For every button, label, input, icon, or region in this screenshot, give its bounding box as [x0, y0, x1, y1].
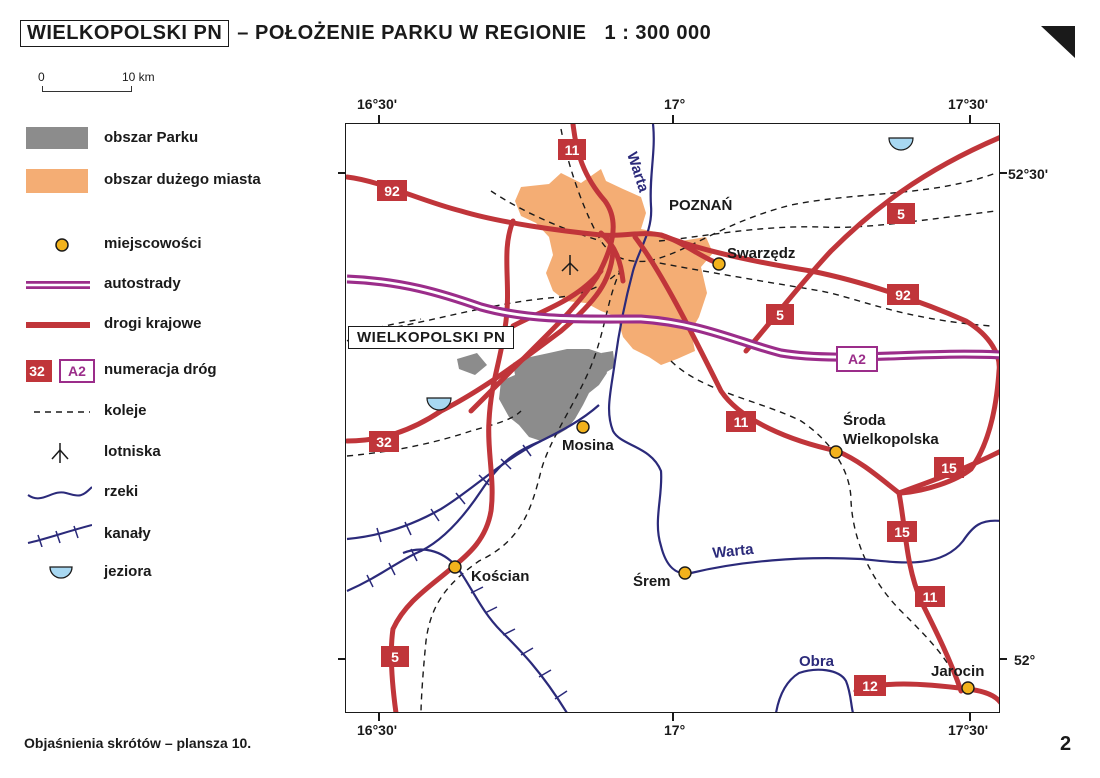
label-srem: Śrem — [633, 573, 671, 590]
label-sroda-1: Środa — [843, 412, 886, 429]
railway — [659, 211, 996, 241]
footer-note: Objaśnienia skrótów – plansza 10. — [24, 735, 252, 751]
railway-line-icon — [26, 398, 92, 424]
towns — [449, 258, 974, 694]
river-line-icon — [26, 479, 92, 505]
road-badge-32 — [369, 431, 399, 452]
legend-motorways: autostrady — [22, 269, 322, 299]
river-obra — [776, 670, 853, 713]
svg-text:15: 15 — [941, 460, 957, 476]
legend — [22, 0, 322, 600]
legend-airports: lotniska — [22, 437, 322, 467]
airport-icon — [26, 439, 92, 465]
road-badge-92-west — [377, 180, 407, 201]
map-canvas — [346, 124, 1000, 713]
road-badge-11-mid — [726, 411, 756, 432]
svg-text:A2: A2 — [848, 351, 866, 367]
label-swarzedz: Swarzędz — [727, 245, 796, 262]
svg-text:5: 5 — [897, 206, 905, 222]
coord-right-5230: 52°30' — [1008, 166, 1049, 182]
svg-text:5: 5 — [391, 649, 399, 665]
tick-right-2 — [1000, 658, 1007, 660]
title-subtitle: – POŁOŻENIE PARKU W REGIONIE — [237, 22, 587, 44]
legend-canals: kanały — [22, 519, 322, 549]
legend-park-area: obszar Parku — [22, 123, 322, 153]
coord-bottom-17: 17° — [664, 722, 686, 738]
park-label: WIELKOPOLSKI PN — [348, 326, 514, 349]
road-badge-12 — [854, 675, 886, 696]
road-badge-5-south — [381, 646, 409, 667]
corner-triangle-icon — [1041, 26, 1075, 58]
town-dot-swarzedz — [713, 258, 725, 270]
coord-top-1730: 17°30' — [948, 96, 989, 112]
tick-top-1 — [378, 115, 380, 123]
national-road-line-icon — [26, 311, 92, 337]
legend-railways: koleje — [22, 396, 322, 426]
park-area-part — [457, 353, 487, 375]
legend-badge-a2: A2 — [68, 363, 86, 379]
tick-top-2 — [672, 115, 674, 123]
legend-badge-32: 32 — [29, 363, 45, 379]
svg-text:11: 11 — [922, 589, 938, 605]
park-area-swatch-icon — [26, 125, 92, 151]
legend-national-roads: drogi krajowe — [22, 309, 322, 339]
tick-bottom-2 — [672, 713, 674, 721]
motorway-line-icon — [26, 271, 92, 297]
title-scale: 1 : 300 000 — [604, 22, 712, 44]
road-badge-11-north — [558, 139, 586, 160]
road-badge-5-mid — [766, 304, 794, 325]
coord-top-1630: 16°30' — [357, 96, 398, 112]
label-poznan: POZNAŃ — [669, 197, 733, 214]
svg-text:11: 11 — [733, 414, 749, 430]
svg-text:5: 5 — [776, 307, 784, 323]
road-badge-a2 — [837, 347, 877, 371]
map-frame — [345, 123, 1000, 713]
tick-bottom-1 — [378, 713, 380, 721]
legend-road-numbers: 32 A2 numeracja dróg — [22, 355, 322, 385]
town-dot-jarocin — [962, 682, 974, 694]
town-dot-mosina — [577, 421, 589, 433]
legend-towns: miejscowości — [22, 229, 322, 259]
label-mosina: Mosina — [562, 437, 614, 454]
road-badge-15-upper — [934, 457, 964, 478]
tick-left-1 — [338, 172, 345, 174]
svg-text:11: 11 — [564, 142, 580, 158]
lake-icon — [889, 138, 913, 150]
svg-text:92: 92 — [895, 287, 911, 303]
coord-bottom-1630: 16°30' — [357, 722, 398, 738]
svg-text:32: 32 — [376, 434, 392, 450]
tick-bottom-3 — [969, 713, 971, 721]
svg-text:12: 12 — [862, 678, 878, 694]
label-sroda-2: Wielkopolska — [843, 431, 939, 448]
tick-left-2 — [338, 658, 345, 660]
town-dot-srem — [679, 567, 691, 579]
legend-rivers: rzeki — [22, 477, 322, 507]
coord-top-17: 17° — [664, 96, 686, 112]
legend-city-area: obszar dużego miasta — [22, 165, 322, 195]
tick-right-1 — [1000, 172, 1007, 174]
label-river-obra: Obra — [799, 653, 835, 670]
svg-text:92: 92 — [384, 183, 400, 199]
scale-distance: 10 km — [122, 70, 155, 84]
tick-top-3 — [969, 115, 971, 123]
town-dot-icon — [26, 231, 92, 257]
svg-text:15: 15 — [894, 524, 910, 540]
lake-icon — [26, 559, 92, 585]
legend-lakes: jeziora — [22, 557, 322, 587]
label-jarocin: Jarocin — [931, 663, 985, 680]
road-badge-5-ne — [887, 203, 915, 224]
scale-zero: 0 — [38, 70, 45, 84]
title-park-name: WIELKOPOLSKI PN — [20, 20, 229, 47]
town-dot-sroda — [830, 446, 842, 458]
road-badge-11-south — [915, 586, 945, 607]
canal-line-icon — [26, 521, 92, 547]
road-badge-92-east — [887, 284, 919, 305]
railway — [671, 361, 961, 691]
city-area-swatch-icon — [26, 167, 92, 193]
coord-bottom-1730: 17°30' — [948, 722, 989, 738]
coord-right-52: 52° — [1014, 652, 1036, 668]
label-koscian: Kościan — [471, 568, 530, 585]
road-number-badges-icon — [26, 357, 98, 383]
page-number: 2 — [1060, 733, 1072, 755]
label-river-warta-north: Warta — [623, 149, 653, 195]
town-dot-koscian — [449, 561, 461, 573]
label-river-warta-south: Warta — [711, 540, 755, 562]
road-badge-15-lower — [887, 521, 917, 542]
